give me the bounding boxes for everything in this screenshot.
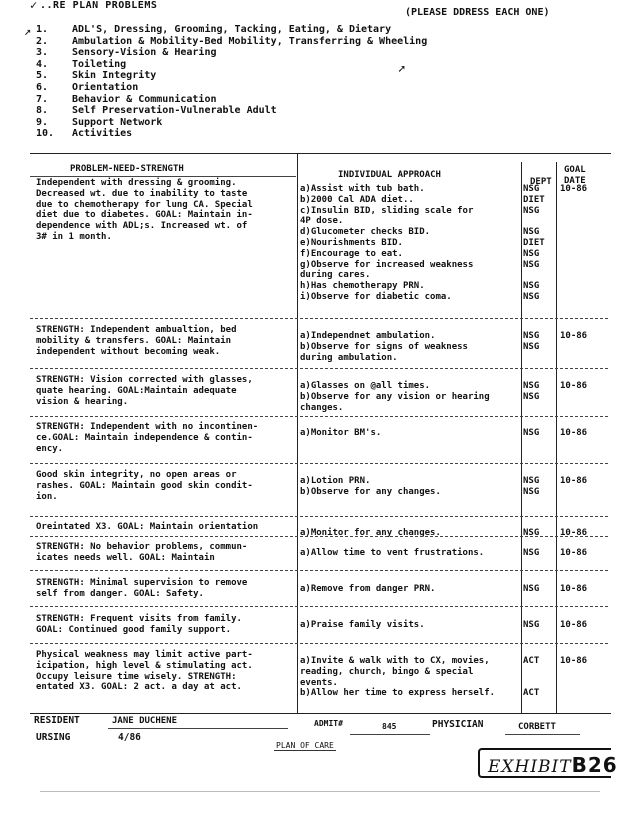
approach-cell: a)Monitor for any changes. — [300, 528, 441, 538]
scan-edge-line — [40, 791, 600, 792]
page-title: ..RE PLAN PROBLEMS — [40, 0, 158, 11]
approach-cell: a)Glasses on @all times. b)Observe for any vision or hearing changes. — [300, 381, 490, 413]
column-header-dept: DEPT — [530, 177, 552, 187]
category-number: 10. — [36, 128, 55, 140]
goal-date-cell: 10-86 — [560, 528, 588, 538]
dept-cell: ACT ACT — [523, 656, 540, 699]
category-list — [36, 24, 427, 140]
goal-date-cell: 10-86 — [560, 656, 588, 666]
approach-cell: a)Independnet ambulation. b)Observe for signs of weakness during ambulation. — [300, 331, 468, 363]
exhibit-stamp — [478, 748, 618, 778]
category-item — [36, 117, 427, 129]
category-label: Activities — [72, 128, 133, 140]
admit-label: ADMIT# — [314, 719, 343, 728]
row-separator — [30, 606, 608, 607]
dept-cell: NSG — [523, 528, 540, 538]
row-separator — [30, 416, 608, 417]
resident-name: JANE DUCHENE — [112, 716, 178, 726]
admit-number: 845 — [382, 722, 397, 731]
table-bottom-rule — [30, 713, 611, 714]
problem-cell: STRENGTH: Minimal supervision to remove self from danger. GOAL: Safety. — [36, 578, 248, 599]
goal-date-cell: 10-86 — [560, 476, 588, 486]
exhibit-number: B26 — [571, 753, 618, 777]
goal-date-cell: 10-86 — [560, 331, 588, 341]
category-item — [36, 24, 427, 36]
pen-mark-icon: ➚ — [398, 62, 406, 76]
category-label: Behavior & Communication — [72, 93, 217, 105]
resident-label: RESIDENT — [34, 715, 80, 726]
dept-cell: NSG NSG — [523, 381, 540, 402]
row-separator — [30, 516, 608, 517]
goal-date-cell: 10-86 — [560, 584, 588, 594]
category-number: 2. — [36, 35, 49, 47]
problem-cell: Physical weakness may limit active part- icipation, high level & stimulating act. Occupy leisure time wisely. STRENGTH: entated X3. GOAL: 2 act. a day at act. — [36, 650, 253, 693]
category-item — [36, 70, 427, 82]
plan-of-care-label: PLAN OF CARE — [276, 741, 334, 750]
problem-cell: Good skin integrity, no open areas or rashes. GOAL: Maintain good skin condit- ion. — [36, 470, 253, 502]
dept-cell: NSG NSG — [523, 331, 540, 352]
row-separator — [30, 643, 608, 644]
category-item — [36, 59, 427, 71]
goal-date-cell: 10-86 — [560, 184, 588, 194]
dept-cell: NSG NSG — [523, 476, 540, 497]
admit-underline — [350, 734, 430, 735]
goal-date-cell: 10-86 — [560, 548, 588, 558]
problem-header-underline — [30, 176, 296, 177]
dept-cell: NSG — [523, 428, 540, 438]
column-header-approach: INDIVIDUAL APPROACH — [338, 170, 441, 180]
resident-underline — [108, 728, 288, 729]
column-header-goal-date: GOAL DATE — [564, 165, 586, 186]
category-number: 5. — [36, 70, 49, 82]
approach-cell: a)Allow time to vent frustrations. — [300, 548, 485, 558]
approach-cell: a)Praise family visits. — [300, 620, 425, 630]
approach-cell: a)Lotion PRN. b)Observe for any changes. — [300, 476, 441, 497]
goal-date-cell: 10-86 — [560, 381, 588, 391]
problem-cell: Oreintated X3. GOAL: Maintain orientation — [36, 522, 259, 532]
category-item — [36, 36, 427, 48]
problem-cell: Independent with dressing & grooming. Decreased wt. due to inability to taste due to chemotherapy for lung CA. Special diet due to diabetes. GOAL: Maintain in- dependence with ADL;s. Increased wt. of 3# in 1 month. — [36, 178, 253, 242]
approach-cell: a)Invite & walk with to CX, movies, reading, church, bingo & special events. b)Allow her time to express herself. — [300, 656, 496, 699]
physician-name: CORBETT — [518, 722, 556, 732]
category-item — [36, 47, 427, 59]
category-item — [36, 128, 427, 140]
dept-cell: NSG — [523, 548, 540, 558]
row-separator — [30, 463, 608, 464]
category-number: 4. — [36, 58, 49, 70]
problem-cell: STRENGTH: Independent with no incontinen- ce.GOAL: Maintain independence & contin- ency. — [36, 422, 259, 454]
category-label: Ambulation & Mobility-Bed Mobility, Transferring & Wheeling — [72, 35, 428, 47]
problem-cell: STRENGTH: Frequent visits from family. GOAL: Continued good family support. — [36, 614, 242, 635]
row-separator — [30, 570, 608, 571]
nursing-date: 4/86 — [118, 732, 141, 743]
approach-cell: a)Assist with tub bath. b)2000 Cal ADA diet.. c)Insulin BID, sliding scale for 4P dose. d)Glucometer checks BID. e)Nourishments BID. f)Encourage to eat. g)Observe for increased weakness during cares. h)Has chemotherapy PRN. i)Observe for diabetic coma. — [300, 184, 474, 302]
category-number: 1. — [36, 24, 49, 35]
exhibit-label: EXHIBIT — [488, 757, 572, 777]
approach-cell: a)Monitor BM's. — [300, 428, 382, 438]
goal-date-cell: 10-86 — [560, 428, 588, 438]
category-number: 7. — [36, 93, 49, 105]
category-number: 9. — [36, 116, 49, 128]
column-header-problem: PROBLEM-NEED-STRENGTH — [70, 164, 184, 174]
nursing-label: URSING — [36, 732, 71, 743]
category-label: Support Network — [72, 116, 163, 128]
category-label: Orientation — [72, 81, 139, 93]
category-label: Skin Integrity — [72, 70, 157, 82]
category-number: 8. — [36, 105, 49, 117]
table-top-rule — [30, 153, 611, 154]
check-mark-icon: ✓ — [30, 0, 38, 12]
row-separator — [30, 536, 608, 537]
dept-cell: NSG DIET NSG NSG DIET NSG NSG NSG NSG — [523, 184, 545, 302]
category-number: 3. — [36, 47, 49, 59]
dept-cell: NSG — [523, 584, 540, 594]
category-label: Self Preservation-Vulnerable Adult — [72, 105, 277, 117]
category-label: ADL'S, Dressing, Grooming, Tacking, Eating, & Dietary — [72, 24, 392, 35]
dept-cell: NSG — [523, 620, 540, 630]
row-separator — [30, 368, 608, 369]
category-label: Sensory-Vision & Hearing — [72, 47, 217, 59]
category-number: 6. — [36, 81, 49, 93]
approach-cell: a)Remove from danger PRN. — [300, 584, 436, 594]
instruction-note: (PLEASE DDRESS EACH ONE) — [405, 7, 550, 18]
category-item — [36, 94, 427, 106]
category-item — [36, 105, 427, 117]
goal-date-cell: 10-86 — [560, 620, 588, 630]
physician-underline — [505, 734, 580, 735]
category-label: Toileting — [72, 58, 127, 70]
category-item — [36, 82, 427, 94]
problem-cell: STRENGTH: Vision corrected with glasses, quate hearing. GOAL:Maintain adequate vision & hearing. — [36, 375, 253, 407]
problem-cell: STRENGTH: No behavior problems, commun- icates needs well. GOAL: Maintain — [36, 542, 248, 563]
row-separator — [30, 318, 608, 319]
physician-label: PHYSICIAN — [432, 719, 484, 730]
tick-mark-icon: ↗ — [24, 24, 32, 38]
problem-cell: STRENGTH: Independent ambualtion, bed mobility & transfers. GOAL: Maintain independent without becoming weak. — [36, 325, 237, 357]
